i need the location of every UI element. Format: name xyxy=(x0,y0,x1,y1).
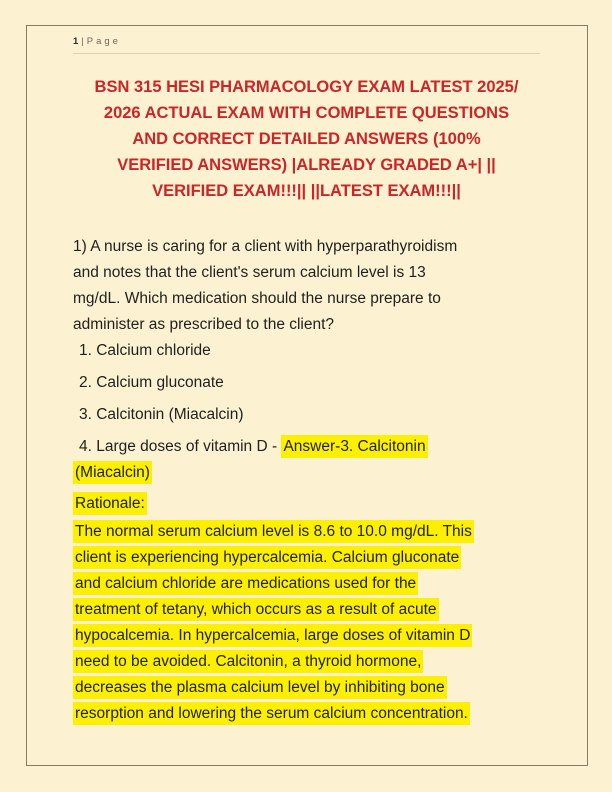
option-1-text: 1. Calcium chloride xyxy=(79,342,211,359)
answer-highlight: Answer-3. Calcitonin xyxy=(281,435,427,458)
option-4-continuation xyxy=(73,460,540,486)
page-header xyxy=(73,36,540,54)
rationale-line-highlight: hypocalcemia. In hypercalcemia, large doses of vitamin D xyxy=(73,624,472,647)
page-content xyxy=(73,36,540,727)
page-number: 1 xyxy=(73,36,79,47)
answer-options xyxy=(73,338,540,486)
rationale-line-highlight: need to be avoided. Calcitonin, a thyroid hormone, xyxy=(73,650,423,673)
document-title xyxy=(73,74,540,204)
rationale-line xyxy=(73,597,540,623)
rationale-label-highlight: Rationale: xyxy=(73,492,147,515)
rationale-line-highlight: client is experiencing hypercalcemia. Calcium gluconate xyxy=(73,546,461,569)
option-2 xyxy=(73,370,540,396)
question-text xyxy=(73,234,540,338)
question-line: 1) A nurse is caring for a client with hyperparathyroidism xyxy=(73,238,458,255)
document-title-line: BSN 315 HESI PHARMACOLOGY EXAM LATEST 2025/ xyxy=(94,78,519,96)
page-header-label: Page xyxy=(86,36,121,47)
rationale-label xyxy=(73,491,540,517)
question-line: mg/dL. Which medication should the nurse prepare to xyxy=(73,290,441,307)
rationale-line-highlight: and calcium chloride are medications used for the xyxy=(73,572,418,595)
rationale-line xyxy=(73,675,540,701)
rationale-line xyxy=(73,649,540,675)
option-4 xyxy=(73,434,540,460)
document-title-line: 2026 ACTUAL EXAM WITH COMPLETE QUESTIONS xyxy=(103,104,510,122)
rationale-line xyxy=(73,623,540,649)
rationale-line xyxy=(73,571,540,597)
rationale-line xyxy=(73,519,540,545)
document-title-line: VERIFIED EXAM!!!|| ||LATEST EXAM!!!|| xyxy=(152,182,461,200)
option-3 xyxy=(73,402,540,428)
rationale-line-highlight: treatment of tetany, which occurs as a result of acute xyxy=(73,598,439,621)
rationale-text xyxy=(73,519,540,727)
option-4-text: 4. Large doses of vitamin D - xyxy=(79,438,282,455)
rationale-line xyxy=(73,701,540,727)
page-header-separator: | xyxy=(81,36,84,47)
question-line: and notes that the client's serum calcium level is 13 xyxy=(73,264,426,281)
question-line: administer as prescribed to the client? xyxy=(73,316,335,333)
rationale-line-highlight: The normal serum calcium level is 8.6 to 10.0 mg/dL. This xyxy=(73,520,474,543)
rationale-line-highlight: resorption and lowering the serum calcium concentration. xyxy=(73,702,470,725)
option-2-text: 2. Calcium gluconate xyxy=(79,374,224,391)
document-title-line: VERIFIED ANSWERS) |ALREADY GRADED A+| || xyxy=(117,156,496,174)
rationale-line-highlight: decreases the plasma calcium level by inhibiting bone xyxy=(73,676,447,699)
option-1 xyxy=(73,338,540,364)
rationale-line xyxy=(73,545,540,571)
answer-highlight: (Miacalcin) xyxy=(73,461,152,484)
document-title-line: AND CORRECT DETAILED ANSWERS (100% xyxy=(132,130,481,148)
option-3-text: 3. Calcitonin (Miacalcin) xyxy=(79,406,244,423)
